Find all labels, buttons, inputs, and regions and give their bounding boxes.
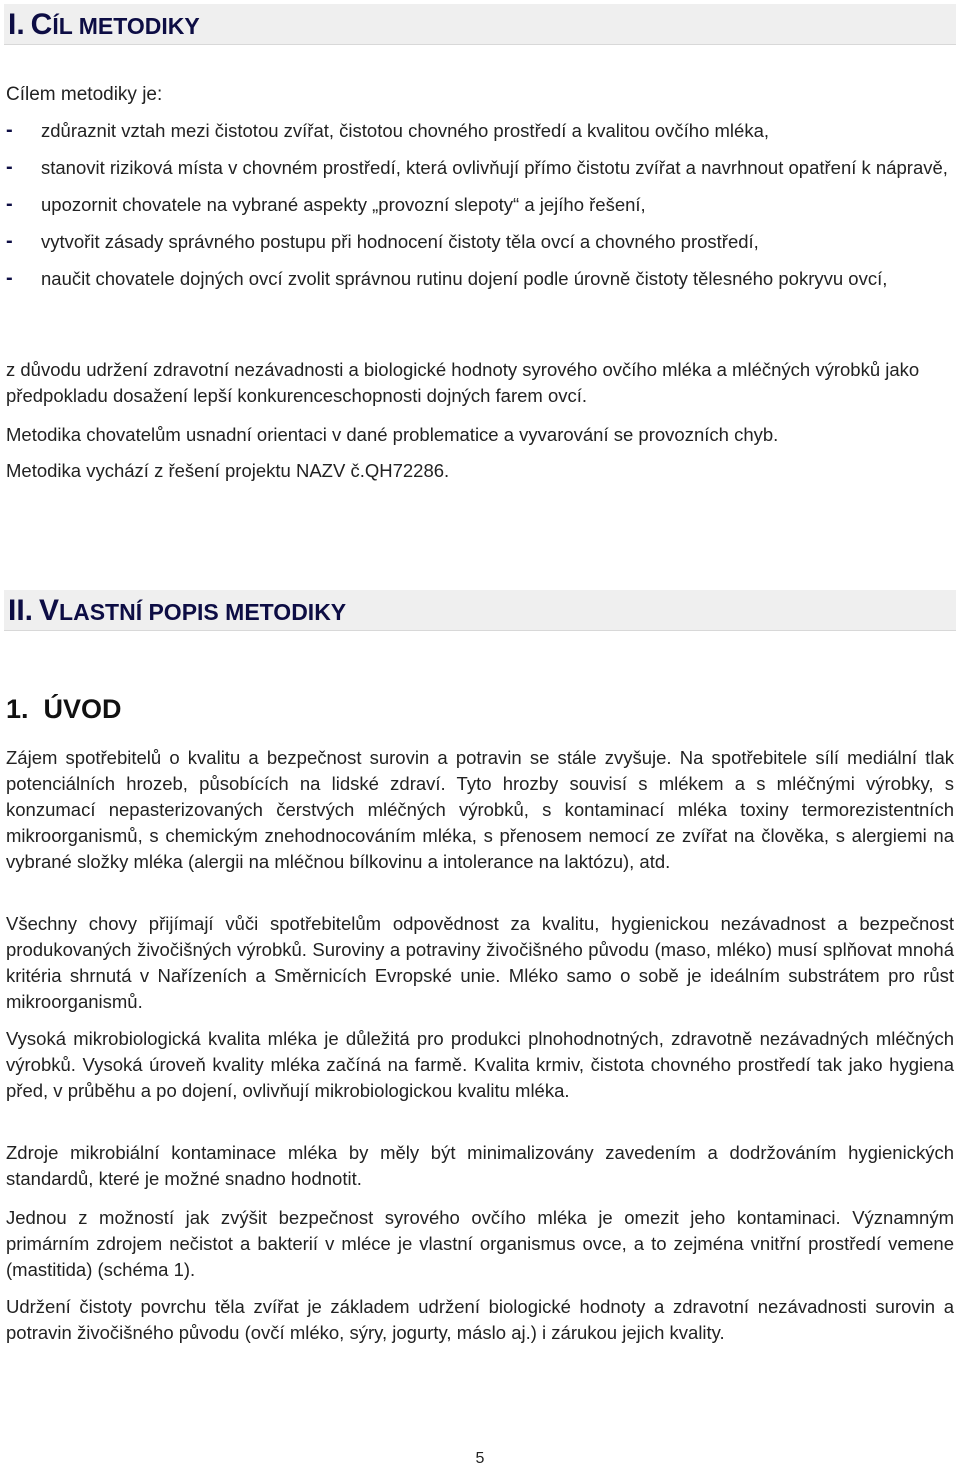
body-paragraph: Jednou z možností jak zvýšit bezpečnost syrového ovčího mléka je omezit jeho kontaminaci. Významným primárním zdrojem nečistot a bakterií v mléce je vlastní organismus ovce, a to zejména vnitřní prostředí vemene (mastitida) (schéma 1). (6, 1207, 954, 1280)
bullet-dash: - (6, 156, 13, 178)
body-paragraph: Všechny chovy přijímají vůči spotřebitelům odpovědnost za kvalitu, hygienickou nezávadnost a bezpečnost produkovaných živočišných výrobků. Suroviny a potraviny živočišného původu (maso, mléko) musí splňovat mnohá kritéria shrnutá v Nařízeních a Směrnicích Evropské unie. Mléko samo o sobě je ideálním substrátem pro růst mikroorganismů. (6, 913, 954, 1012)
bullet-dash: - (6, 230, 13, 252)
section-heading-2 (8, 594, 346, 628)
body-paragraph: Udržení čistoty povrchu těla zvířat je základem udržení biologické hodnoty a zdravotní nezávadnosti surovin a potravin živočišného původu (ovčí mléko, sýry, jogurty, máslo aj.) i zárukou jejich kvality. (6, 1296, 954, 1343)
bullet-dash: - (6, 193, 13, 215)
heading-numeral: II. (8, 594, 34, 627)
project-paragraph: Metodika vychází z řešení projektu NAZV č.QH72286. (6, 460, 450, 481)
page-number: 5 (475, 1450, 485, 1467)
list-item-text: vytvořit zásady správného postupu při hodnocení čistoty těla ovcí a chovného prostředí, (41, 231, 759, 252)
body-paragraph: Vysoká mikrobiologická kvalita mléka je důležitá pro produkci plnohodnotných, zdravotně nezávadných mléčných výrobků. Vysoká úroveň kvality mléka začíná na farmě. Kvalita krmiv, čistota chovného prostředí tak jako hygiena před, v průběhu a po dojení, ovlivňují mikrobiologickou kvalitu mléka. (6, 1028, 954, 1101)
list-item (6, 192, 956, 217)
purpose-paragraph: z důvodu udržení zdravotní nezávadnosti a biologické hodnoty syrového ovčího mléka a mléčných výrobků jako předpokladu dosažení lepší konkurenceschopnosti dojných farem ovcí. (6, 359, 920, 406)
list-item-text: upozornit chovatele na vybrané aspekty „provozní slepoty“ a jejího řešení, (41, 194, 646, 215)
heading-rest: LASTNÍ POPIS METODIKY (59, 599, 347, 625)
list-item-text: naučit chovatele dojných ovcí zvolit správnou rutinu dojení podle úrovně čistoty tělesného pokryvu ovcí, (41, 268, 888, 289)
list-item (6, 266, 956, 291)
heading-initial: V (39, 594, 60, 627)
list-item-text: stanovit riziková místa v chovném prostředí, která ovlivňují přímo čistotu zvířat a navrhnout opatření k nápravě, (41, 157, 948, 178)
list-item-text: zdůraznit vztah mezi čistotou zvířat, čistotou chovného prostředí a kvalitou ovčího mléka, (41, 120, 770, 141)
heading-initial: C (30, 8, 53, 41)
goals-list (6, 118, 956, 303)
section-heading-bar (4, 590, 956, 631)
body-paragraph: Zájem spotřebitelů o kvalitu a bezpečnost surovin a potravin se stále zvyšuje. Na spotřebitele sílí mediální tlak potenciálních hrozeb, působících na lidské zdraví. Tyto hrozby souvisí s mlékem a s mléčnými výrobky, s konzumací nepasterizovaných čerstvých mléčných výrobků, s kontaminací mléka toxiny termorezistentních mikroorganismů, s chemickým znehodnocováním mléka, s přenosem nemocí ze zvířat na člověka, s alergiemi na vybrané složky mléka (alergii na mléčnou bílkovinu a intolerance na laktózu), atd. (6, 747, 954, 872)
bullet-dash: - (6, 267, 13, 289)
list-item (6, 229, 956, 254)
section-heading-1 (8, 8, 200, 42)
body-paragraph: Zdroje mikrobiální kontaminace mléka by měly být minimalizovány zavedením a dodržováním hygienických standardů, které je možné snadno hodnotit. (6, 1142, 954, 1189)
list-item (6, 155, 956, 180)
heading-numeral: I. (8, 8, 25, 41)
bullet-dash: - (6, 119, 13, 141)
orientation-paragraph: Metodika chovatelům usnadní orientaci v dané problematice a vyvarování se provozních chyb. (6, 424, 779, 445)
heading-rest: ÍL METODIKY (52, 13, 200, 39)
subsection-heading: 1. ÚVOD (6, 694, 122, 724)
section-heading-bar (4, 4, 956, 45)
intro-text: Cílem metodiky je: (6, 84, 163, 105)
list-item (6, 118, 956, 143)
